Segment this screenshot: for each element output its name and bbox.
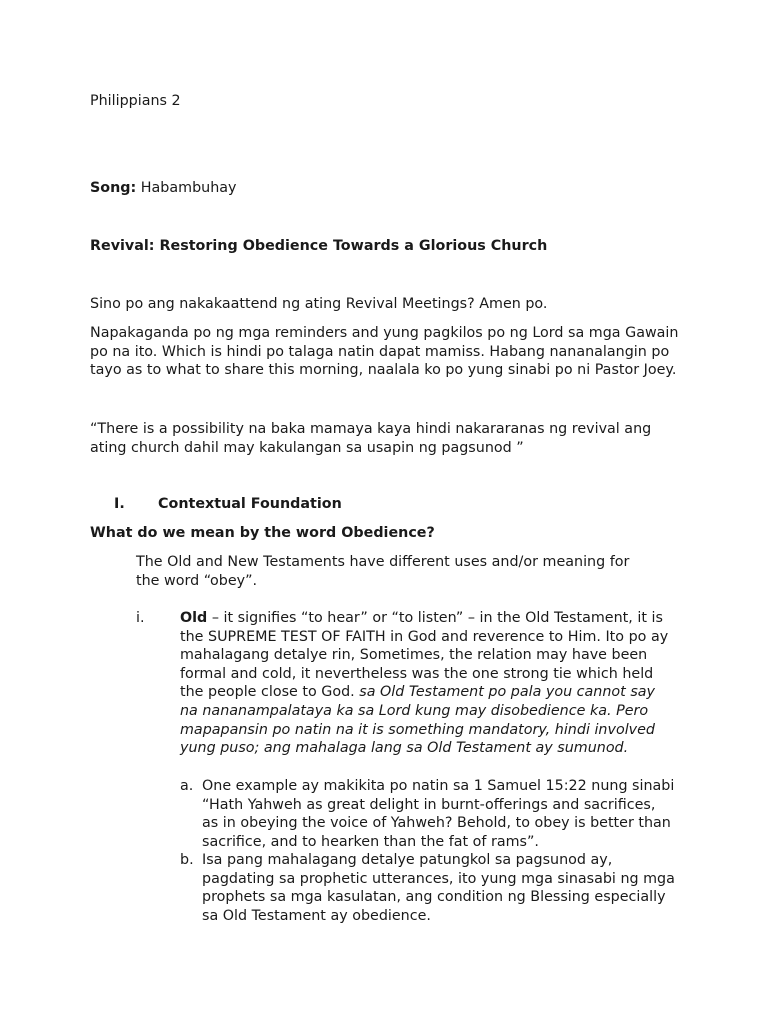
passage-reference: Philippians 2 [90, 93, 181, 109]
song-title: Habambuhay [140, 180, 237, 196]
intro-paragraph: Napakaganda po ng mga reminders and yung pagkilos po ng Lord sa mga Gawain po na ito. Which is hindi po talaga natin dapat mamiss. Habang nananalangin po tayo as to what to share this morning, naalala ko po yung sinabi po ni Pastor Joey. [90, 325, 679, 379]
list-item-a [180, 777, 676, 851]
list-item-i [90, 609, 673, 758]
song-line [90, 179, 237, 198]
song-label: Song: [90, 180, 137, 196]
subheading-paragraph: The Old and New Testaments have different uses and/or meaning for the word “obey”. [136, 554, 630, 589]
list-marker-i: i. [136, 610, 145, 626]
section-heading [90, 495, 342, 514]
pastor-quote: “There is a possibility na baka mamaya kaya hindi nakararanas ng revival ang ating church dahil may kakulangan sa usapin ng pagsunod ” [90, 421, 652, 456]
list-item-b [180, 851, 676, 925]
list-item-b-body: Isa pang mahalagang detalye patungkol sa pagsunod ay, pagdating sa prophetic utterances, ito yung mga sinasabi ng mga prophets sa mga kasulatan, ang condition ng Blessing especially sa Old Testament ay obedience. [202, 852, 675, 924]
intro-question: Sino po ang nakakaattend ng ating Revival Meetings? Amen po. [90, 296, 548, 312]
list-item-i-text: – it signifies “to hear” or “to listen” – in the Old Testament, it is the SUPREME TEST OF FAITH in God and reverence to Him. Ito po ay mahalagang detalye rin, Sometimes, the relation may have been formal and cold, it nevertheless was the one strong tie which held the people close to God. [180, 610, 669, 701]
sermon-title: Revival: Restoring Obedience Towards a Glorious Church [90, 238, 548, 254]
list-item-i-body [180, 609, 673, 758]
list-item-i-italic: sa Old Testament po pala you cannot say na nananampalataya ka sa Lord kung may disobedience ka. Pero mapapansin po natin na it is something mandatory, hindi involved yung puso; ang mahalaga lang sa Old Testament ay sumunod. [180, 684, 656, 757]
section-title: Contextual Foundation [158, 496, 342, 512]
list-item-i-lead: Old [180, 610, 208, 626]
list-marker-b: b. [180, 852, 194, 868]
list-item-a-body: One example ay makikita po natin sa 1 Samuel 15:22 nung sinabi “Hath Yahweh as great delight in burnt-offerings and sacrifices, as in obeying the voice of Yahweh? Behold, to obey is better than sacrifice, and to hearken than the fat of rams”. [202, 778, 675, 850]
list-marker-a: a. [180, 778, 194, 794]
section-number: I. [114, 496, 125, 512]
subheading: What do we mean by the word Obedience? [90, 525, 435, 541]
